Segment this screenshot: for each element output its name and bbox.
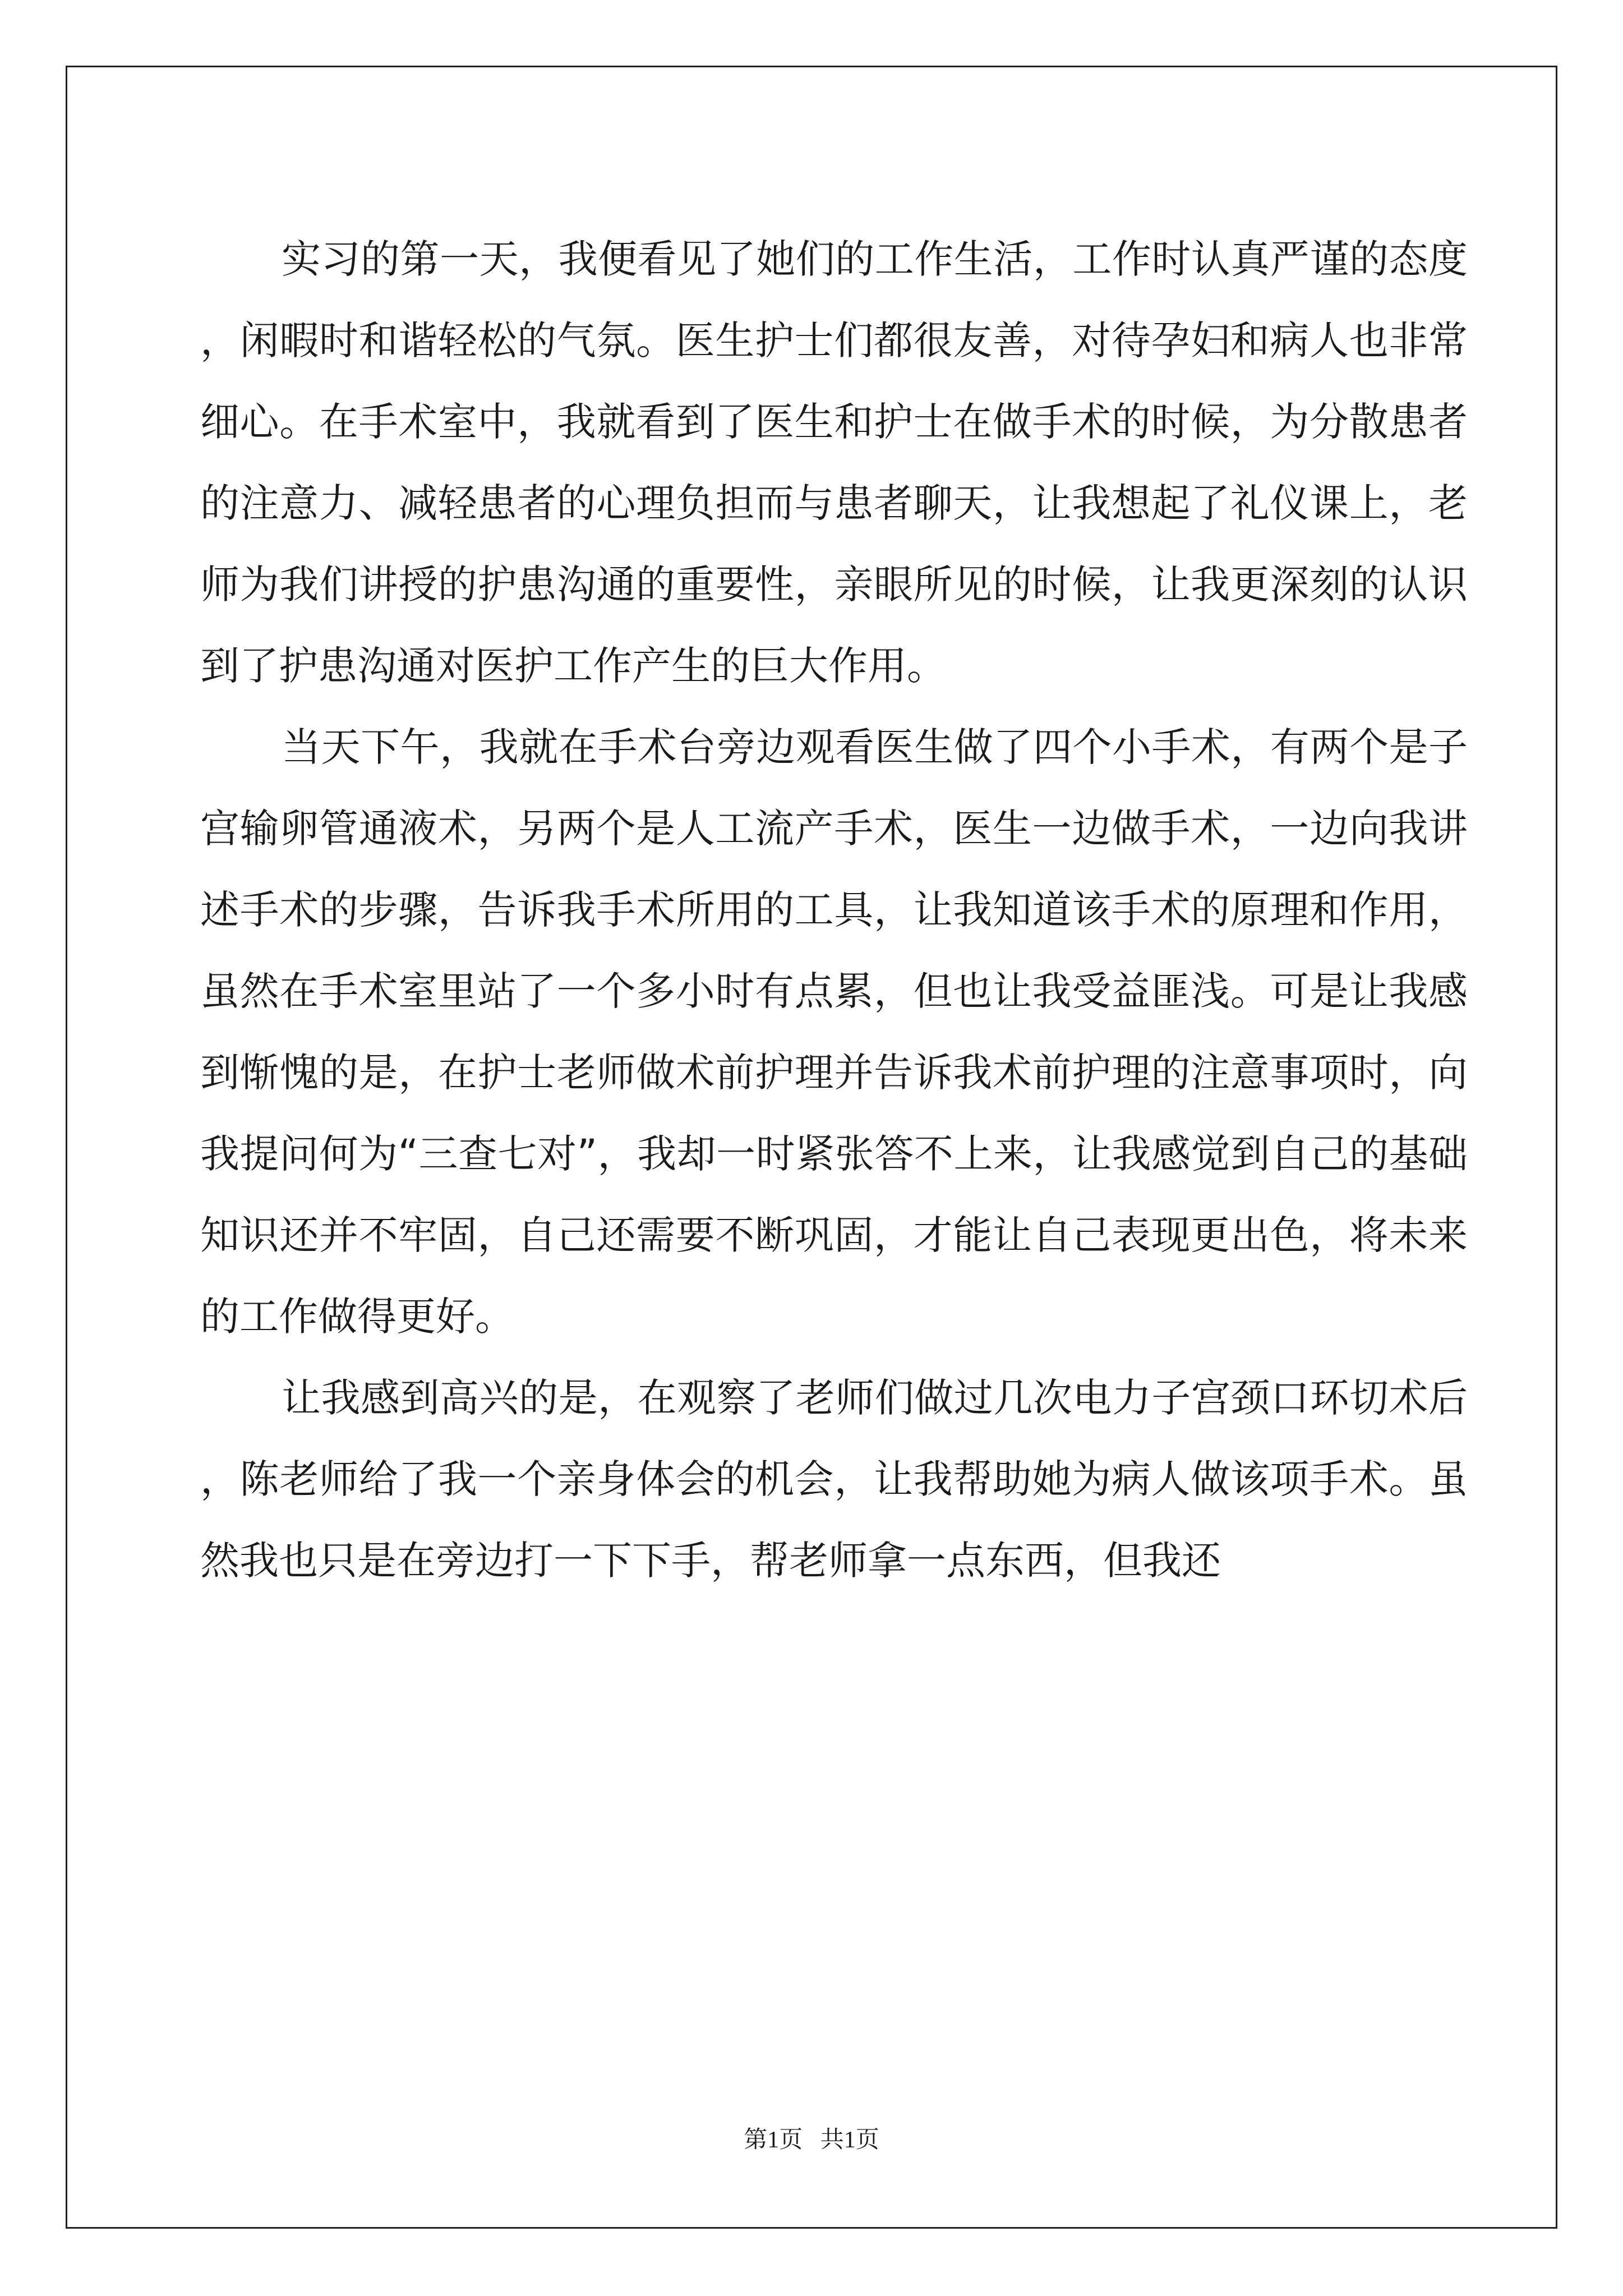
- paragraph-2: 当天下午，我就在手术台旁边观看医生做了四个小手术，有两个是子宫输卵管通液术，另两个是人工流产手术，医生一边做手术，一边向我讲述手术的步骤，告诉我手术所用的工具，让我知道该手术的原理和作用，虽然在手术室里站了一个多小时有点累，但也让我受益匪浅。可是让我感到惭愧的是，在护士老师做术前护理并告诉我术前护理的注意事项时，向我提问何为“三查七对”，我却一时紧张答不上来，让我感觉到自己的基础知识还并不牢固，自己还需要不断巩固，才能让自己表现更出色，将未来的工作做得更好。: [200, 724, 1468, 1340]
- paragraph-3: 让我感到高兴的是，在观察了老师们做过几次电力子宫颈口环切术后，陈老师给了我一个亲身体会的机会，让我帮助她为病人做该项手术。虽然我也只是在旁边打一下下手，帮老师拿一点东西，但我还: [200, 1375, 1468, 1584]
- page-footer: [0, 2123, 1623, 2157]
- page-number: 第1页: [744, 2127, 803, 2153]
- page-total: 共1页: [820, 2127, 879, 2153]
- document-body: [200, 219, 1468, 1602]
- paragraph-1: 实习的第一天，我便看见了她们的工作生活，工作时认真严谨的态度，闲暇时和谐轻松的气氛。医生护士们都很友善，对待孕妇和病人也非常细心。在手术室中，我就看到了医生和护士在做手术的时候，为分散患者的注意力、减轻患者的心理负担而与患者聊天，让我想起了礼仪课上，老师为我们讲授的护患沟通的重要性，亲眼所见的时候，让我更深刻的认识到了护患沟通对医护工作产生的巨大作用。: [200, 236, 1468, 689]
